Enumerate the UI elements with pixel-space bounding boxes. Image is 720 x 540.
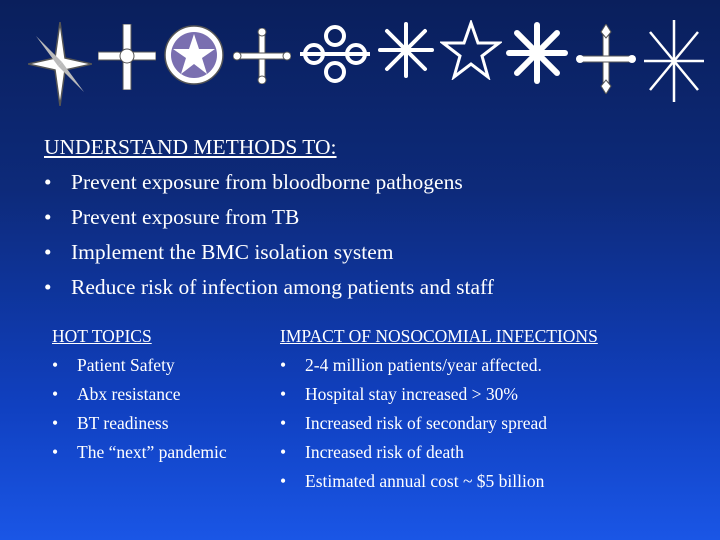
impact-heading: IMPACT OF NOSOCOMIAL INFECTIONS [280,326,598,346]
outline-star-icon [440,20,502,80]
list-item [280,351,598,380]
bullet: • [52,384,59,404]
bullet: • [280,413,287,433]
objectives-section [44,130,494,305]
topic-text: Abx resistance [77,384,181,404]
objective-text: Prevent exposure from bloodborne pathogens [71,170,463,194]
quatrefoil-icon [300,24,370,84]
ornate-cross-icon [233,28,291,84]
list-item [280,380,598,409]
bullet: • [280,442,287,462]
objectives-heading: UNDERSTAND METHODS TO: [44,135,337,159]
thin-asterisk-icon [642,18,706,104]
list-item [280,409,598,438]
bullet: • [52,355,59,375]
impact-text: 2-4 million patients/year affected. [305,355,542,375]
bullet: • [52,413,59,433]
bullet: • [44,170,52,194]
list-item [280,438,598,467]
bullet: • [52,442,59,462]
asterisk-icon [378,22,434,78]
impact-section [280,322,598,496]
topic-text: BT readiness [77,413,169,433]
hot-topics-section [52,322,227,467]
bullet: • [44,240,52,264]
circle-star-icon [163,24,225,86]
objective-text: Implement the BMC isolation system [71,240,394,264]
bullet: • [280,355,287,375]
bullet: • [44,205,52,229]
list-item [52,351,227,380]
impact-text: Increased risk of death [305,442,464,462]
list-item [52,409,227,438]
topic-text: Patient Safety [77,355,175,375]
hot-topics-heading: HOT TOPICS [52,326,152,346]
bullet: • [280,471,287,491]
list-item [52,438,227,467]
asterisk-icon [506,22,568,84]
list-item [44,200,494,235]
list-item [44,235,494,270]
bullet: • [280,384,287,404]
sparkle-cross-icon [98,24,156,90]
objective-text: Prevent exposure from TB [71,205,300,229]
impact-text: Increased risk of secondary spread [305,413,547,433]
four-point-star-icon [28,22,92,106]
ornate-cross-icon [576,24,636,94]
list-item [280,467,598,496]
list-item [44,165,494,200]
bullet: • [44,275,52,299]
decorative-star-banner [28,10,708,110]
impact-text: Estimated annual cost ~ $5 billion [305,471,545,491]
list-item [44,270,494,305]
list-item [52,380,227,409]
objective-text: Reduce risk of infection among patients and staff [71,275,494,299]
topic-text: The “next” pandemic [77,442,227,462]
impact-text: Hospital stay increased > 30% [305,384,519,404]
